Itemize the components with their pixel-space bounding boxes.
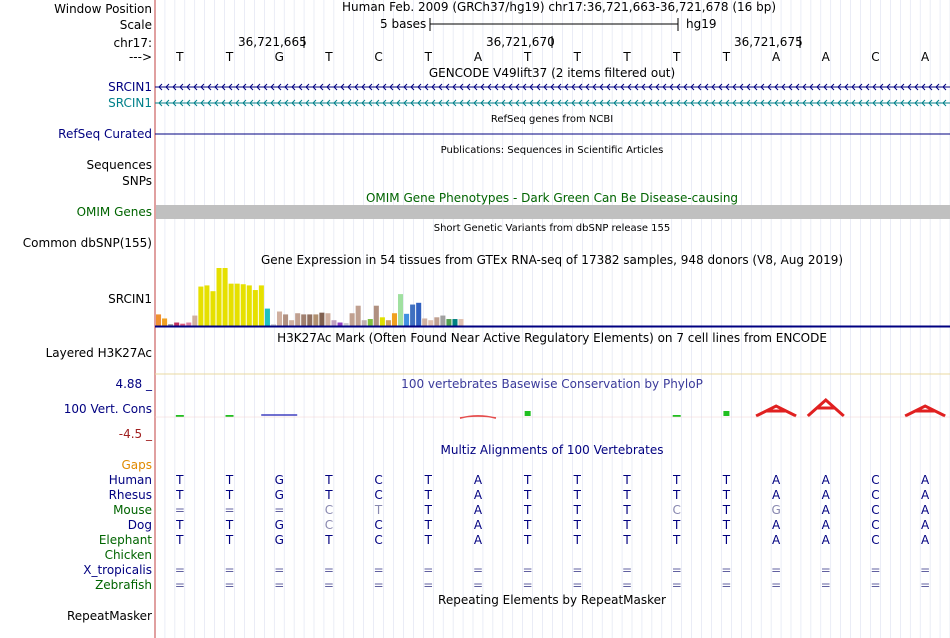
gencode-gene-label-1[interactable]: SRCIN1 xyxy=(108,80,152,94)
alignment-base: = xyxy=(274,578,285,592)
gtex-gene-label[interactable]: SRCIN1 xyxy=(108,292,152,306)
alignment-base: T xyxy=(523,533,532,547)
alignment-base: T xyxy=(424,503,432,517)
gtex-tissue-bar xyxy=(313,314,318,326)
gtex-tissue-bar xyxy=(434,317,439,326)
alignment-base: T xyxy=(424,473,432,487)
conservation-base-glyph xyxy=(756,406,796,416)
gtex-tissue-bar xyxy=(162,318,167,326)
alignment-base: = xyxy=(472,563,483,577)
gtex-tissue-bar xyxy=(265,309,270,326)
gtex-tissue-bar xyxy=(235,284,240,326)
alignment-base: T xyxy=(176,518,184,532)
alignment-base: = xyxy=(771,563,782,577)
alignment-base: T xyxy=(325,488,333,502)
alignment-base: T xyxy=(623,533,631,547)
gtex-tissue-bar xyxy=(295,313,300,326)
alignment-base: A xyxy=(921,488,930,502)
alignment-base: = xyxy=(373,563,384,577)
alignment-base: T xyxy=(673,533,681,547)
gtex-tissue-bar xyxy=(452,319,457,326)
repeatmasker-label[interactable]: RepeatMasker xyxy=(66,609,152,623)
alignment-base: A xyxy=(921,518,930,532)
alignment-base: T xyxy=(722,533,731,547)
base-letter: T xyxy=(225,50,234,64)
alignment-base: C xyxy=(871,473,880,487)
gtex-tissue-bar xyxy=(440,316,445,326)
scale-label: Scale xyxy=(119,18,152,32)
multiz-title: Multiz Alignments of 100 Vertebrates xyxy=(440,443,664,457)
species-label-dog[interactable]: Dog xyxy=(127,518,152,532)
alignment-base: = xyxy=(622,578,633,592)
alignment-base: T xyxy=(176,533,184,547)
gtex-tissue-bar xyxy=(368,319,373,326)
base-letter: C xyxy=(871,50,880,64)
alignment-base: = xyxy=(423,563,434,577)
h3k27ac-label[interactable]: Layered H3K27Ac xyxy=(45,346,152,360)
gtex-tissue-bar xyxy=(422,318,427,326)
gtex-tissue-bar xyxy=(325,313,330,326)
gtex-tissue-bar xyxy=(386,320,391,326)
alignment-base: A xyxy=(473,488,483,502)
alignment-base: = xyxy=(920,563,931,577)
alignment-base: = xyxy=(820,563,831,577)
scale-assembly: hg19 xyxy=(686,17,717,31)
base-letter: C xyxy=(374,50,383,64)
gtex-tissue-bar xyxy=(404,314,409,326)
species-label-x-tropicalis[interactable]: X_tropicalis xyxy=(83,563,152,577)
gtex-tissue-bar xyxy=(319,313,324,326)
base-letter: T xyxy=(722,50,731,64)
base-letter: T xyxy=(673,50,681,64)
alignment-base: G xyxy=(274,518,284,532)
conservation-base-glyph xyxy=(905,406,945,416)
alignment-base: A xyxy=(771,518,781,532)
alignment-base: T xyxy=(722,488,731,502)
strand-label: ---> xyxy=(128,50,152,64)
gtex-tissue-bar xyxy=(247,285,252,326)
alignment-base: = xyxy=(323,578,334,592)
alignment-base: T xyxy=(722,518,731,532)
refseq-label[interactable]: RefSeq Curated xyxy=(58,127,152,141)
species-label-human[interactable]: Human xyxy=(108,473,152,487)
alignment-base: T xyxy=(523,518,532,532)
gtex-tissue-bar xyxy=(446,319,451,326)
phylop-title: 100 vertebrates Basewise Conservation by PhyloP xyxy=(401,377,703,391)
gtex-tissue-bar xyxy=(229,284,234,326)
alignment-base: T xyxy=(573,518,582,532)
gtex-tissue-bar xyxy=(428,320,433,326)
alignment-base: T xyxy=(374,503,383,517)
alignment-base: T xyxy=(225,488,234,502)
alignment-base: T xyxy=(523,488,532,502)
alignment-base: T xyxy=(722,503,731,517)
ruler-tick-label-2: 36,721,670 xyxy=(486,35,555,49)
gtex-tissue-bar xyxy=(283,314,288,326)
alignment-base: A xyxy=(771,473,781,487)
alignment-base: = xyxy=(771,578,782,592)
species-label-rhesus[interactable]: Rhesus xyxy=(108,488,152,502)
gtex-tissue-bar xyxy=(356,306,361,326)
phylop-label[interactable]: 100 Vert. Cons xyxy=(63,402,152,416)
gtex-tissue-bar xyxy=(392,313,397,326)
alignment-base: T xyxy=(573,503,582,517)
alignment-base: A xyxy=(821,488,830,502)
gtex-tissue-bar xyxy=(241,284,246,326)
alignment-base: T xyxy=(673,488,681,502)
alignment-base: A xyxy=(473,533,483,547)
species-label-zebrafish[interactable]: Zebrafish xyxy=(95,578,152,592)
alignment-base: = xyxy=(572,578,583,592)
dbsnp-title: Short Genetic Variants from dbSNP release 155 xyxy=(433,223,671,234)
alignment-base: = xyxy=(820,578,831,592)
alignment-base: T xyxy=(573,533,582,547)
alignment-base: A xyxy=(771,533,781,547)
alignment-base: C xyxy=(871,518,880,532)
dbsnp-label[interactable]: Common dbSNP(155) xyxy=(22,236,152,250)
alignment-base: T xyxy=(722,473,731,487)
alignment-base: T xyxy=(573,488,582,502)
alignment-base: C xyxy=(324,503,334,517)
species-label-elephant[interactable]: Elephant xyxy=(98,533,152,547)
conservation-base-glyph xyxy=(808,400,844,416)
alignment-base: = xyxy=(224,563,235,577)
alignment-base: A xyxy=(821,533,830,547)
alignment-base: = xyxy=(870,563,881,577)
omim-title: OMIM Gene Phenotypes - Dark Green Can Be Disease-causing xyxy=(365,191,739,205)
alignment-base: = xyxy=(721,578,732,592)
alignment-base: = xyxy=(323,563,334,577)
alignment-base: T xyxy=(623,488,631,502)
alignment-base: A xyxy=(821,473,830,487)
alignment-base: T xyxy=(225,473,234,487)
ruler-tick-label-3: 36,721,675 xyxy=(734,35,803,49)
gtex-tissue-bar xyxy=(459,319,464,326)
gtex-tissue-bar xyxy=(198,287,203,326)
alignment-base: T xyxy=(424,533,432,547)
base-letter: G xyxy=(274,50,284,64)
alignment-base: = xyxy=(373,578,384,592)
ruler-tick-label-1: 36,721,665 xyxy=(238,35,307,49)
publications-sequences-label[interactable]: Sequences xyxy=(86,158,152,172)
alignment-base: C xyxy=(374,488,383,502)
alignment-base: T xyxy=(623,503,631,517)
gtex-tissue-bar xyxy=(331,320,336,326)
alignment-base: T xyxy=(673,518,681,532)
alignment-base: G xyxy=(771,503,781,517)
base-letter: A xyxy=(921,50,930,64)
window-position-value: Human Feb. 2009 (GRCh37/hg19) chr17:36,721,663-36,721,678 (16 bp) xyxy=(342,0,777,14)
alignment-base: A xyxy=(821,503,830,517)
gtex-tissue-bar xyxy=(362,320,367,326)
scale-value: 5 bases xyxy=(380,17,427,31)
alignment-base: T xyxy=(573,473,582,487)
gtex-tissue-bar xyxy=(398,294,403,326)
publications-snps-label[interactable]: SNPs xyxy=(122,174,152,188)
alignment-base: G xyxy=(274,488,284,502)
alignment-base: A xyxy=(771,488,781,502)
alignment-base: = xyxy=(920,578,931,592)
alignment-base: = xyxy=(174,563,185,577)
base-letter: T xyxy=(523,50,532,64)
alignment-base: = xyxy=(721,563,732,577)
phylop-min-label: -4.5 _ xyxy=(118,427,152,441)
gtex-tissue-bar xyxy=(223,268,228,326)
alignment-base: C xyxy=(374,533,383,547)
conservation-mark xyxy=(723,411,729,416)
phylop-max-label: 4.88 _ xyxy=(115,377,152,391)
gtex-tissue-bar xyxy=(301,314,306,326)
gtex-tissue-bar xyxy=(307,314,312,326)
alignment-base: A xyxy=(921,473,930,487)
alignment-base: C xyxy=(672,503,681,517)
gtex-tissue-bar xyxy=(259,285,264,326)
base-letter: T xyxy=(424,50,432,64)
alignment-base: T xyxy=(176,473,184,487)
gtex-tissue-bar xyxy=(374,306,379,326)
alignment-base: C xyxy=(871,488,880,502)
gtex-tissue-bar xyxy=(156,314,161,326)
base-letter: T xyxy=(176,50,184,64)
gtex-title: Gene Expression in 54 tissues from GTEx RNA-seq of 17382 samples, 948 donors (V8, Aug 2019) xyxy=(260,253,844,267)
gtex-tissue-bar xyxy=(338,323,343,326)
alignment-base: T xyxy=(225,533,234,547)
gtex-tissue-bar xyxy=(410,305,415,326)
alignment-base: = xyxy=(174,503,185,517)
alignment-base: = xyxy=(622,563,633,577)
gtex-tissue-bar xyxy=(174,323,179,326)
gtex-tissue-bar xyxy=(204,285,209,326)
gtex-tissue-bar xyxy=(380,317,385,326)
alignment-base: T xyxy=(424,488,432,502)
alignment-base: T xyxy=(623,518,631,532)
refseq-title: RefSeq genes from NCBI xyxy=(490,114,614,125)
alignment-base: C xyxy=(374,473,383,487)
base-letter: T xyxy=(573,50,582,64)
gtex-tissue-bar xyxy=(217,268,222,326)
alignment-base: A xyxy=(473,473,483,487)
gtex-tissue-bar xyxy=(192,316,197,326)
species-label-chicken[interactable]: Chicken xyxy=(104,548,152,562)
gtex-tissue-bar xyxy=(253,290,258,326)
gtex-tissue-bar xyxy=(416,303,421,326)
alignment-base: = xyxy=(224,578,235,592)
gencode-title: GENCODE V49lift37 (2 items filtered out) xyxy=(428,66,676,80)
alignment-base: T xyxy=(523,503,532,517)
alignment-base: T xyxy=(225,518,234,532)
alignment-base: = xyxy=(522,578,533,592)
alignment-base: = xyxy=(423,578,434,592)
repeatmasker-title: Repeating Elements by RepeatMasker xyxy=(438,593,666,607)
alignment-base: G xyxy=(274,533,284,547)
base-letter: A xyxy=(821,50,830,64)
publications-title: Publications: Sequences in Scientific Articles xyxy=(440,145,664,156)
base-letter: T xyxy=(623,50,631,64)
alignment-base: = xyxy=(274,503,285,517)
window-position-label: Window Position xyxy=(54,2,152,16)
alignment-base: T xyxy=(325,533,333,547)
alignment-base: = xyxy=(472,578,483,592)
gtex-tissue-bar xyxy=(210,291,215,326)
alignment-base: A xyxy=(921,503,930,517)
alignment-base: T xyxy=(325,473,333,487)
alignment-base: T xyxy=(673,473,681,487)
gencode-gene-label-2[interactable]: SRCIN1 xyxy=(108,96,152,110)
alignment-base: = xyxy=(224,503,235,517)
alignment-base: = xyxy=(174,578,185,592)
alignment-base: A xyxy=(921,533,930,547)
alignment-base: = xyxy=(671,578,682,592)
alignment-base: T xyxy=(176,488,184,502)
gtex-tissue-bar xyxy=(186,323,191,326)
base-letter: A xyxy=(473,50,483,64)
alignment-base: = xyxy=(522,563,533,577)
alignment-base: = xyxy=(870,578,881,592)
alignment-base: T xyxy=(623,473,631,487)
alignment-base: = xyxy=(671,563,682,577)
omim-gene-bar xyxy=(156,205,950,219)
chrom-label: chr17: xyxy=(113,36,152,50)
gtex-tissue-bar xyxy=(289,320,294,326)
alignment-base: C xyxy=(374,518,383,532)
alignment-base: T xyxy=(424,518,432,532)
alignment-base: C xyxy=(324,518,334,532)
gtex-tissue-bar xyxy=(277,312,282,327)
h3k27ac-title: H3K27Ac Mark (Often Found Near Active Regulatory Elements) on 7 cell lines from ENCODE xyxy=(277,331,827,345)
alignment-base: G xyxy=(274,473,284,487)
alignment-base: A xyxy=(473,518,483,532)
alignment-base: = xyxy=(274,563,285,577)
conservation-mark xyxy=(525,411,531,416)
omim-label[interactable]: OMIM Genes xyxy=(76,205,152,219)
alignment-base: A xyxy=(821,518,830,532)
alignment-base: T xyxy=(523,473,532,487)
gaps-label: Gaps xyxy=(121,458,152,472)
alignment-base: = xyxy=(572,563,583,577)
alignment-base: C xyxy=(871,503,880,517)
alignment-base: C xyxy=(871,533,880,547)
alignment-base: A xyxy=(473,503,483,517)
base-letter: T xyxy=(325,50,333,64)
species-label-mouse[interactable]: Mouse xyxy=(113,503,152,517)
base-letter: A xyxy=(771,50,781,64)
gtex-tissue-bar xyxy=(350,313,355,326)
